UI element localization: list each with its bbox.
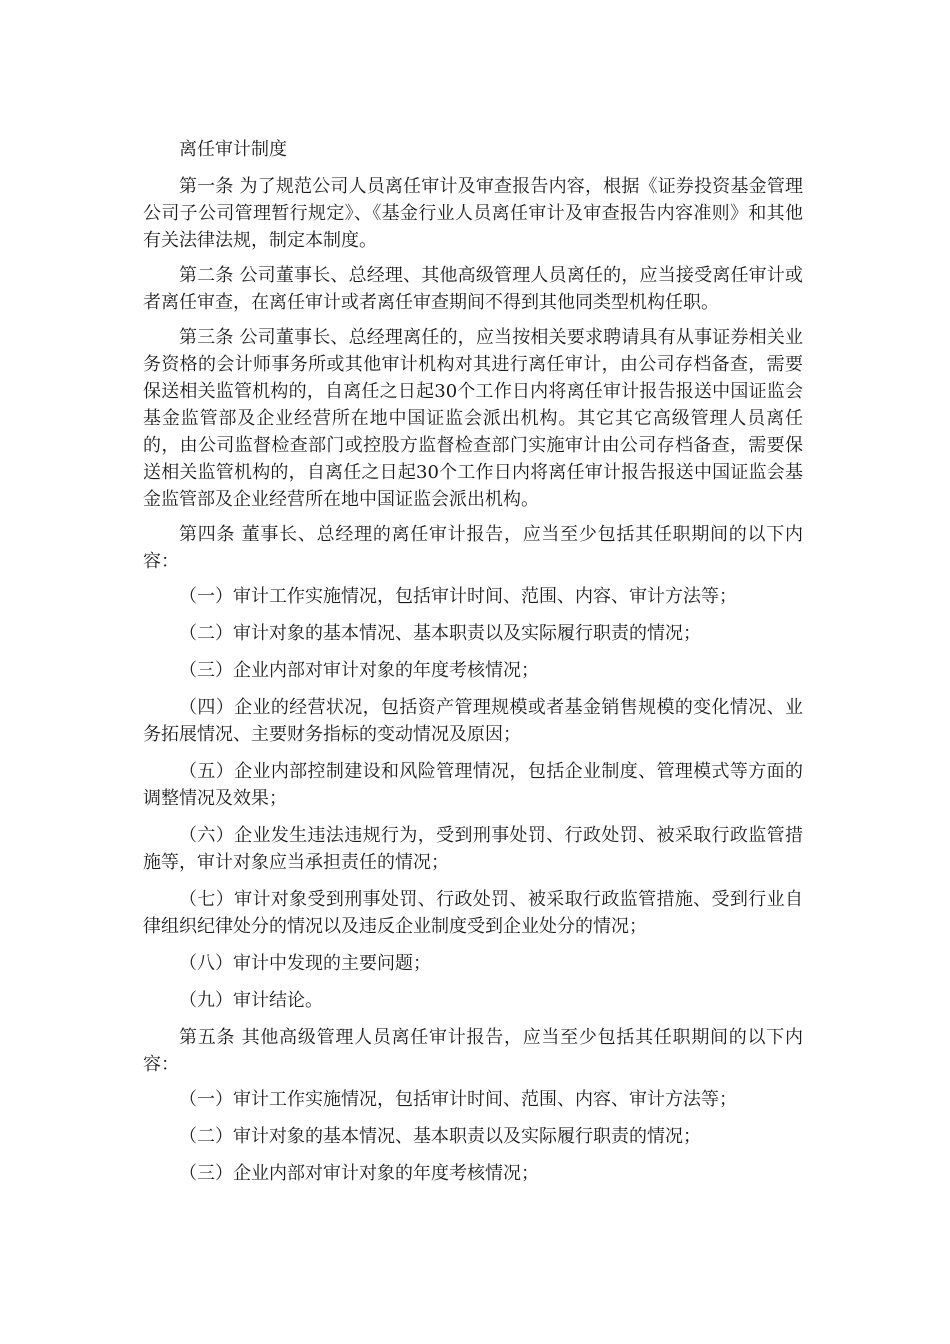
article-4-item-6: （六）企业发生违法违规行为，受到刑事处罚、行政处罚、被采取行政监管措施等，审计对象应当承担责任的情况；: [143, 825, 803, 873]
article-4-item-8: （八）审计中发现的主要问题；: [179, 953, 431, 974]
article-5-item-3: （三）企业内部对审计对象的年度考核情况；: [179, 1163, 539, 1184]
article-4-item-4: （四）企业的经营状况，包括资产管理规模或者基金销售规模的变化情况、业务拓展情况、主要财务指标的变动情况及原因；: [143, 697, 803, 745]
document-title: 离任审计制度: [179, 139, 287, 160]
article-3: 第三条 公司董事长、总经理离任的，应当按相关要求聘请具有从事证券相关业务资格的会计师事务所或其他审计机构对其进行离任审计，由公司存档备查，需要保送相关监管机构的，自离任之日起30个工作日内将离任审计报告报送中国证监会基金监管部及企业经营所在地中国证监会派出机构。其它其它高级管理人员离任的，由公司监督检查部门或控股方监督检查部门实施审计由公司存档备查，需要保送相关监管机构的，自离任之日起30个工作日内将离任审计报告报送中国证监会基金监管部及企业经营所在地中国证监会派出机构。: [143, 327, 803, 510]
article-4-item-5: （五）企业内部控制建设和风险管理情况，包括企业制度、管理模式等方面的调整情况及效果；: [143, 761, 803, 809]
article-5-item-1: （一）审计工作实施情况，包括审计时间、范围、内容、审计方法等；: [179, 1089, 737, 1110]
article-4-item-7: （七）审计对象受到刑事处罚、行政处罚、被采取行政监管措施、受到行业自律组织纪律处分的情况以及违反企业制度受到企业处分的情况；: [143, 889, 803, 937]
article-4: 第四条 董事长、总经理的离任审计报告，应当至少包括其任职期间的以下内容：: [143, 524, 803, 572]
article-4-item-3: （三）企业内部对审计对象的年度考核情况；: [179, 660, 539, 681]
article-4-item-2: （二）审计对象的基本情况、基本职责以及实际履行职责的情况；: [179, 623, 701, 644]
article-5-item-2: （二）审计对象的基本情况、基本职责以及实际履行职责的情况；: [179, 1126, 701, 1147]
article-4-item-9: （九）审计结论。: [179, 990, 323, 1011]
article-2: 第二条 公司董事长、总经理、其他高级管理人员离任的，应当接受离任审计或者离任审查，在离任审计或者离任审查期间不得到其他同类型机构任职。: [143, 265, 803, 313]
document-page: [143, 136, 803, 1197]
article-1: 第一条 为了规范公司人员离任审计及审查报告内容，根据《证券投资基金管理公司子公司管理暂行规定》、《基金行业人员离任审计及审查报告内容准则》和其他有关法律法规，制定本制度。: [143, 176, 803, 251]
article-5: 第五条 其他高级管理人员离任审计报告，应当至少包括其任职期间的以下内容：: [143, 1027, 803, 1075]
article-4-item-1: （一）审计工作实施情况，包括审计时间、范围、内容、审计方法等；: [179, 586, 737, 607]
